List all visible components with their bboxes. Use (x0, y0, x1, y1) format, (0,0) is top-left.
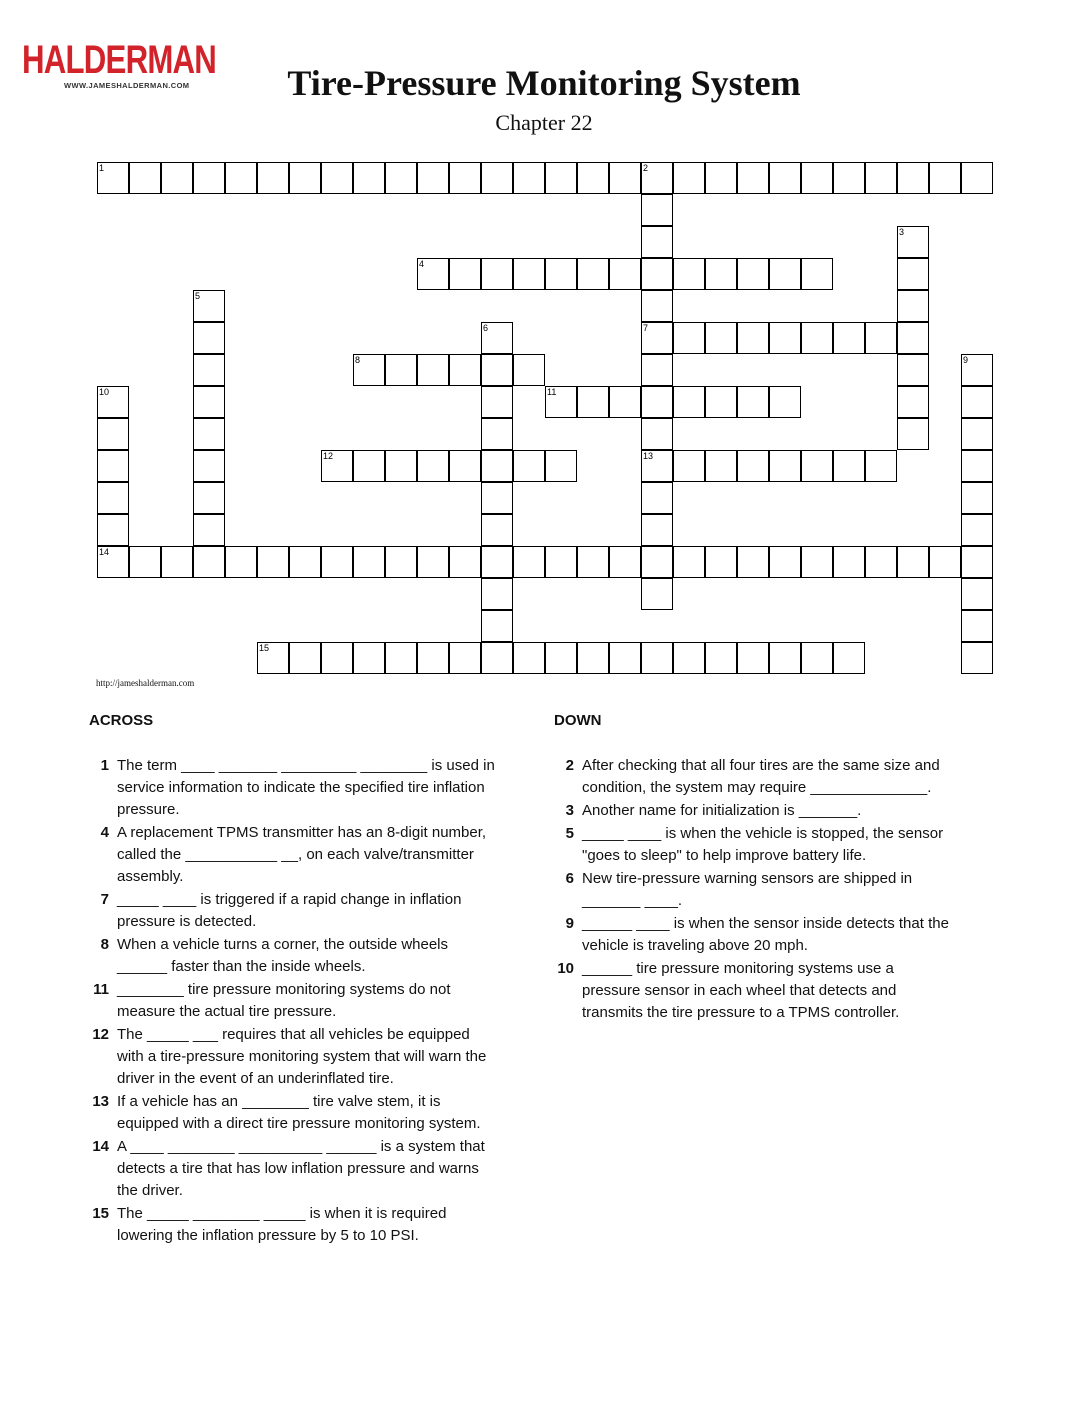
grid-cell[interactable] (897, 290, 929, 322)
grid-cell[interactable] (801, 450, 833, 482)
grid-cell[interactable] (641, 258, 673, 290)
grid-cell[interactable] (161, 546, 193, 578)
grid-cell[interactable] (833, 450, 865, 482)
clue-number-label: 2 (643, 163, 649, 173)
clue-number-label: 1 (99, 163, 105, 173)
grid-cell[interactable] (257, 162, 289, 194)
grid-cell[interactable] (673, 162, 705, 194)
down-heading: DOWN (554, 712, 602, 729)
grid-cell[interactable] (481, 162, 513, 194)
clue-text: A replacement TPMS transmitter has an 8-digit number, called the ___________ __, on each valve/transmitter assembly. (117, 824, 487, 885)
grid-cell[interactable] (673, 386, 705, 418)
clue-number: 2 (565, 757, 574, 774)
grid-cell[interactable] (577, 642, 609, 674)
clue-text: ______ ____ is when the sensor inside detects that the vehicle is traveling above 20 mph. (582, 915, 949, 954)
grid-cell[interactable] (449, 642, 481, 674)
clue-number: 10 (557, 960, 574, 977)
clue-number-label: 6 (483, 323, 489, 333)
grid-cell[interactable] (705, 450, 737, 482)
clue-number-label: 13 (643, 451, 654, 461)
grid-cell[interactable] (481, 322, 513, 354)
grid-cell[interactable] (641, 290, 673, 322)
clue-item (89, 1024, 499, 1090)
grid-cell[interactable] (769, 546, 801, 578)
grid-cell[interactable] (705, 642, 737, 674)
grid-cell[interactable] (897, 226, 929, 258)
clue-item (554, 913, 954, 957)
grid-cell[interactable] (353, 450, 385, 482)
clue-number-label: 11 (547, 387, 557, 397)
grid-cell[interactable] (129, 546, 161, 578)
grid-cell[interactable] (897, 322, 929, 354)
grid-cell[interactable] (769, 322, 801, 354)
clue-item (554, 755, 954, 799)
clue-item (554, 800, 954, 822)
grid-cell[interactable] (193, 482, 225, 514)
grid-cell[interactable] (737, 322, 769, 354)
clue-number: 1 (100, 757, 109, 774)
grid-cell[interactable] (97, 450, 129, 482)
grid-cell[interactable] (929, 162, 961, 194)
clue-item (554, 823, 954, 867)
grid-cell[interactable] (737, 546, 769, 578)
grid-cell[interactable] (513, 546, 545, 578)
grid-cell[interactable] (865, 450, 897, 482)
down-clue-list (554, 755, 954, 1025)
crossword-grid (0, 0, 1088, 700)
page-subtitle: Chapter 22 (495, 110, 593, 135)
grid-cell[interactable] (737, 162, 769, 194)
grid-cell[interactable] (321, 450, 353, 482)
grid-cell[interactable] (385, 546, 417, 578)
grid-cell[interactable] (417, 162, 449, 194)
clue-text: _____ ____ is when the vehicle is stopped, the sensor "goes to sleep" to help improve battery life. (582, 825, 944, 864)
grid-cell[interactable] (769, 386, 801, 418)
clue-number-label: 4 (419, 259, 425, 269)
grid-cell[interactable] (705, 546, 737, 578)
clue-number: 4 (100, 824, 109, 841)
clue-number-label: 15 (259, 643, 270, 653)
grid-cell[interactable] (417, 258, 449, 290)
grid-cell[interactable] (673, 322, 705, 354)
grid-cell[interactable] (833, 546, 865, 578)
grid-cell[interactable] (673, 546, 705, 578)
grid-cell[interactable] (449, 354, 481, 386)
grid-cell[interactable] (545, 386, 577, 418)
grid-cell[interactable] (97, 418, 129, 450)
footer-url: http://jameshalderman.com (96, 678, 195, 688)
grid-cell[interactable] (97, 546, 129, 578)
grid-cell[interactable] (641, 386, 673, 418)
grid-cell[interactable] (385, 162, 417, 194)
clue-number: 5 (565, 825, 574, 842)
grid-cell[interactable] (897, 546, 929, 578)
grid-cell[interactable] (865, 322, 897, 354)
grid-cell[interactable] (225, 546, 257, 578)
clue-item (89, 1136, 499, 1202)
grid-cell[interactable] (353, 354, 385, 386)
grid-cell[interactable] (321, 642, 353, 674)
grid-cell[interactable] (289, 642, 321, 674)
grid-cell[interactable] (481, 578, 513, 610)
grid-cell[interactable] (577, 162, 609, 194)
across-heading: ACROSS (89, 712, 154, 729)
clue-number: 6 (565, 870, 574, 887)
grid-cell[interactable] (545, 642, 577, 674)
grid-cell[interactable] (961, 642, 993, 674)
grid-cell[interactable] (545, 450, 577, 482)
clue-number-label: 10 (99, 387, 110, 397)
grid-cell[interactable] (897, 354, 929, 386)
grid-cell[interactable] (385, 642, 417, 674)
grid-cell[interactable] (481, 354, 513, 386)
grid-cell[interactable] (449, 546, 481, 578)
grid-cell[interactable] (961, 354, 993, 386)
grid-cell[interactable] (769, 642, 801, 674)
grid-cell[interactable] (481, 386, 513, 418)
grid-cell[interactable] (705, 258, 737, 290)
logo-url: WWW.JAMESHALDERMAN.COM (64, 81, 190, 90)
grid-cell[interactable] (737, 642, 769, 674)
grid-cell[interactable] (481, 642, 513, 674)
grid-cell[interactable] (129, 162, 161, 194)
grid-cell[interactable] (417, 546, 449, 578)
grid-cell[interactable] (961, 610, 993, 642)
grid-cell[interactable] (641, 546, 673, 578)
grid-cell[interactable] (417, 642, 449, 674)
grid-cell[interactable] (353, 642, 385, 674)
grid-cell[interactable] (513, 450, 545, 482)
clue-text: New tire-pressure warning sensors are shipped in _______ ____. (582, 870, 913, 909)
grid-cell[interactable] (513, 642, 545, 674)
grid-cell[interactable] (929, 546, 961, 578)
grid-cell[interactable] (897, 418, 929, 450)
grid-cell[interactable] (801, 642, 833, 674)
clue-number: 7 (100, 891, 109, 908)
grid-cell[interactable] (641, 578, 673, 610)
grid-cell[interactable] (673, 258, 705, 290)
clue-item (89, 1203, 499, 1247)
grid-cell[interactable] (641, 226, 673, 258)
grid-cell[interactable] (897, 162, 929, 194)
clue-item (554, 958, 954, 1024)
grid-cell[interactable] (609, 258, 641, 290)
clue-number-label: 14 (99, 547, 110, 557)
grid-cell[interactable] (641, 322, 673, 354)
grid-cell[interactable] (481, 514, 513, 546)
clue-item (554, 868, 954, 912)
clue-number-label: 7 (643, 323, 649, 333)
grid-cell[interactable] (641, 354, 673, 386)
grid-cell[interactable] (289, 546, 321, 578)
logo-wordmark: HALDERMAN (22, 38, 217, 82)
grid-cell[interactable] (609, 546, 641, 578)
grid-cell[interactable] (641, 418, 673, 450)
clue-item (89, 755, 499, 821)
clue-number-label: 3 (899, 227, 905, 237)
grid-cell[interactable] (577, 258, 609, 290)
grid-cell[interactable] (513, 162, 545, 194)
clue-number: 12 (92, 1026, 109, 1043)
clue-number: 15 (92, 1205, 109, 1222)
grid-cell[interactable] (353, 162, 385, 194)
grid-cell[interactable] (449, 258, 481, 290)
grid-cell[interactable] (641, 642, 673, 674)
clue-number: 8 (100, 936, 109, 953)
grid-cell[interactable] (193, 546, 225, 578)
clue-text: The _____ ___ requires that all vehicles be equipped with a tire-pressure monitoring system that will warn the driver in the event of an underinflated tire. (117, 1026, 487, 1087)
grid-cell[interactable] (481, 610, 513, 642)
clue-number: 3 (565, 802, 574, 819)
grid-cell[interactable] (193, 418, 225, 450)
grid-cell[interactable] (545, 546, 577, 578)
grid-cell[interactable] (385, 450, 417, 482)
grid-cell[interactable] (769, 258, 801, 290)
grid-cell[interactable] (961, 578, 993, 610)
grid-cell[interactable] (801, 258, 833, 290)
grid-cell[interactable] (193, 514, 225, 546)
grid-cell[interactable] (641, 514, 673, 546)
grid-cell[interactable] (961, 546, 993, 578)
grid-cell[interactable] (97, 162, 129, 194)
clue-text: ______ tire pressure monitoring systems use a pressure sensor in each wheel that detects and transmits the tire pressure to a TPMS controller. (582, 960, 900, 1021)
clue-text: Another name for initialization is _______. (582, 802, 862, 819)
clue-text: When a vehicle turns a corner, the outside wheels ______ faster than the inside wheels. (117, 936, 449, 975)
grid-cell[interactable] (833, 162, 865, 194)
clue-number-label: 9 (963, 355, 969, 365)
grid-cell[interactable] (801, 162, 833, 194)
clue-text: The _____ ________ _____ is when it is required lowering the inflation pressure by 5 to 10 PSI. (117, 1205, 447, 1244)
grid-cell[interactable] (833, 642, 865, 674)
grid-cell[interactable] (193, 354, 225, 386)
grid-cell[interactable] (97, 514, 129, 546)
grid-cell[interactable] (737, 386, 769, 418)
grid-cell[interactable] (321, 162, 353, 194)
grid-cell[interactable] (897, 258, 929, 290)
grid-cell[interactable] (193, 386, 225, 418)
clue-text: If a vehicle has an ________ tire valve stem, it is equipped with a direct tire pressure monitoring system. (117, 1093, 481, 1132)
grid-cell[interactable] (193, 322, 225, 354)
grid-cell[interactable] (641, 450, 673, 482)
clue-text: The term ____ _______ _________ ________ is used in service information to indicate the specified tire inflation pressure. (117, 757, 495, 818)
grid-cell[interactable] (609, 162, 641, 194)
grid-cell[interactable] (193, 290, 225, 322)
grid-cell[interactable] (417, 450, 449, 482)
grid-cell[interactable] (513, 258, 545, 290)
grid-cell[interactable] (513, 354, 545, 386)
grid-cell[interactable] (769, 162, 801, 194)
grid-cell[interactable] (161, 162, 193, 194)
grid-cell[interactable] (897, 386, 929, 418)
grid-cell[interactable] (449, 162, 481, 194)
clue-text: After checking that all four tires are the same size and condition, the system may require ______________. (582, 757, 940, 796)
grid-cell[interactable] (577, 386, 609, 418)
grid-cell[interactable] (417, 354, 449, 386)
grid-cell[interactable] (609, 386, 641, 418)
grid-cell[interactable] (97, 386, 129, 418)
clue-number: 14 (92, 1138, 109, 1155)
grid-cell[interactable] (705, 386, 737, 418)
grid-cell[interactable] (801, 322, 833, 354)
grid-cell[interactable] (225, 162, 257, 194)
grid-cell[interactable] (961, 418, 993, 450)
grid-cell[interactable] (193, 162, 225, 194)
clue-number-label: 5 (195, 291, 201, 301)
grid-cell[interactable] (673, 450, 705, 482)
clue-text: A ____ ________ __________ ______ is a system that detects a tire that has low inflation pressure and warns the driver. (117, 1138, 485, 1199)
grid-cell[interactable] (545, 162, 577, 194)
grid-cell[interactable] (481, 450, 513, 482)
clue-text: _____ ____ is triggered if a rapid change in inflation pressure is detected. (117, 891, 462, 930)
grid-cell[interactable] (705, 162, 737, 194)
grid-cell[interactable] (961, 514, 993, 546)
clue-number-label: 12 (323, 451, 334, 461)
grid-cell[interactable] (481, 418, 513, 450)
grid-cell[interactable] (577, 546, 609, 578)
grid-cell[interactable] (641, 194, 673, 226)
grid-cell[interactable] (961, 162, 993, 194)
grid-cell[interactable] (289, 162, 321, 194)
grid-cell[interactable] (641, 482, 673, 514)
across-clue-list (89, 755, 499, 1248)
clue-number: 13 (92, 1093, 109, 1110)
grid-cell[interactable] (97, 482, 129, 514)
clue-number: 11 (93, 981, 109, 998)
grid-cell[interactable] (961, 386, 993, 418)
grid-cell[interactable] (769, 450, 801, 482)
grid-cell[interactable] (193, 450, 225, 482)
grid-cell[interactable] (705, 322, 737, 354)
clue-number: 9 (565, 915, 574, 932)
grid-cell[interactable] (257, 546, 289, 578)
grid-cell[interactable] (481, 258, 513, 290)
grid-cell[interactable] (353, 546, 385, 578)
grid-cell[interactable] (481, 482, 513, 514)
grid-cell[interactable] (961, 482, 993, 514)
clue-item (89, 979, 499, 1023)
clue-item (89, 934, 499, 978)
grid-cell[interactable] (801, 546, 833, 578)
grid-cell[interactable] (545, 258, 577, 290)
clue-number-label: 8 (355, 355, 361, 365)
grid-cell[interactable] (481, 546, 513, 578)
grid-cell[interactable] (257, 642, 289, 674)
clue-item (89, 1091, 499, 1135)
grid-cell[interactable] (865, 546, 897, 578)
grid-cell[interactable] (449, 450, 481, 482)
grid-cell[interactable] (737, 258, 769, 290)
grid-cell[interactable] (385, 354, 417, 386)
grid-cell[interactable] (961, 450, 993, 482)
grid-cell[interactable] (833, 322, 865, 354)
page-title: Tire-Pressure Monitoring System (287, 63, 801, 103)
grid-cell[interactable] (737, 450, 769, 482)
grid-cell[interactable] (321, 546, 353, 578)
grid-cell[interactable] (673, 642, 705, 674)
grid-cell[interactable] (865, 162, 897, 194)
clue-text: ________ tire pressure monitoring systems do not measure the actual tire pressure. (117, 981, 451, 1020)
grid-cell[interactable] (641, 162, 673, 194)
clue-item (89, 822, 499, 888)
clue-item (89, 889, 499, 933)
grid-cell[interactable] (609, 642, 641, 674)
